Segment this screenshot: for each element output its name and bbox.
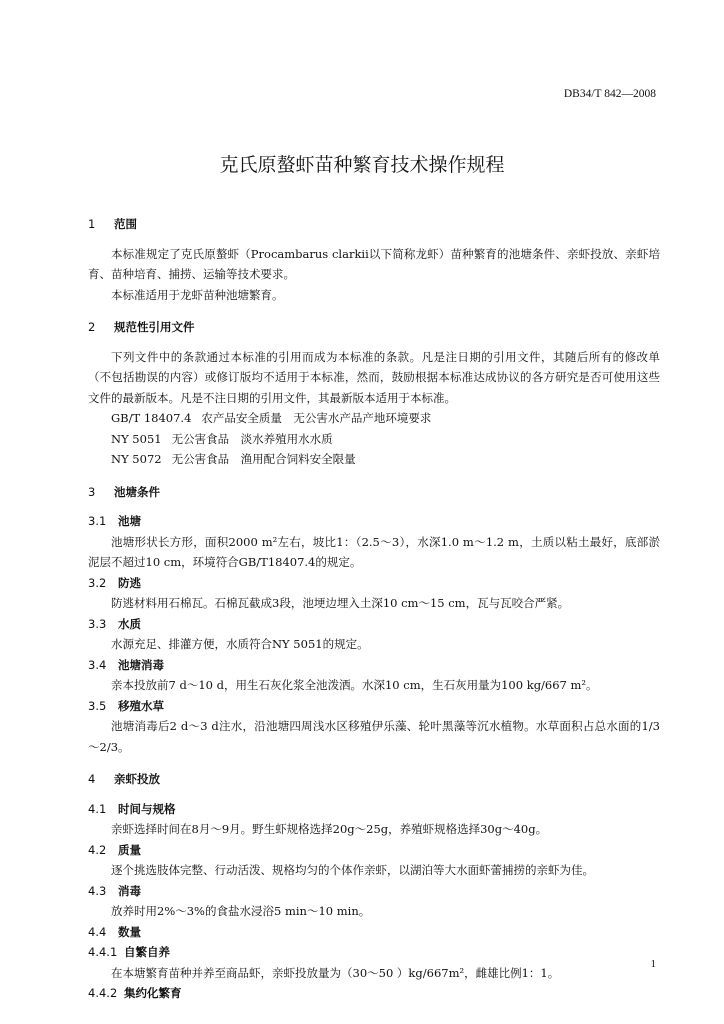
- subsection-heading: 3.1 池塘: [88, 514, 141, 528]
- subsection-heading: 4.1 时间与规格: [88, 801, 176, 816]
- page-number: 1: [650, 958, 656, 970]
- subsection-heading: 4.2 质量: [88, 842, 141, 857]
- paragraph: 亲虾选择时间在8月～9月。野生虾规格选择20g～25g，养殖虾规格选择30g～40g。: [111, 822, 548, 836]
- section-heading: 2 规范性引用文件: [88, 320, 195, 334]
- paragraph: 水源充足、排灌方便，水质符合NY 5051的规定。: [111, 637, 369, 651]
- reference-item: NY 5072 无公害食品 渔用配合饲料安全限量: [111, 452, 356, 466]
- subsection-heading: 3.2 防逃: [88, 575, 141, 590]
- subsection-heading: 4.4.1 自繁自养: [88, 945, 170, 959]
- paragraph: 逐个挑选肢体完整、行动活泼、规格均匀的个体作亲虾，以湖泊等大水面虾蕾捕捞的亲虾为佳。: [111, 863, 594, 877]
- paragraph: 亲本投放前7 d～10 d，用生石灰化浆全池泼洒。水深10 cm，生石灰用量为100 kg/667 m²。: [111, 678, 598, 692]
- subsection-heading: 3.4 池塘消毒: [88, 657, 164, 672]
- subsection-heading: 3.3 水质: [88, 616, 141, 631]
- paragraph: 下列文件中的条款通过本标准的引用而成为本标准的条款。凡是注日期的引用文件，其随后所有的修改单（不包括勘误的内容）或修订版均不适用于本标准，然而，鼓励根据本标准达成协议的各方研究是否可使用这些文件的最新版本。凡是不注日期的引用文件，其最新版本适用于本标准。: [88, 349, 660, 405]
- document-title: 克氏原螯虾苗种繁育技术操作规程: [219, 154, 505, 176]
- document-body: [88, 208, 660, 1004]
- section-heading: 4 亲虾投放: [88, 772, 160, 786]
- reference-item: NY 5051 无公害食品 淡水养殖用水水质: [111, 431, 333, 446]
- section-heading: 1 范围: [88, 217, 137, 231]
- paragraph: 池塘消毒后2 d～3 d注水，沿池塘四周浅水区移殖伊乐藻、轮叶黑藻等沉水植物。水草面积占总水面的1/3～2/3。: [88, 719, 660, 754]
- paragraph: 防逃材料用石棉瓦。石棉瓦截成3段，池埂边埋入土深10 cm～15 cm，瓦与瓦咬合严紧。: [111, 596, 570, 610]
- paragraph: 本标准适用于龙虾苗种池塘繁育。: [111, 287, 284, 302]
- subsection-heading: 4.4.2 集约化繁育: [88, 986, 182, 1000]
- section-heading: 3 池塘条件: [88, 484, 160, 499]
- paragraph: 池塘形状长方形，面积2000 m²左右，坡比1：（2.5～3），水深1.0 m～1.2 m，土质以粘土最好，底部淤泥层不超过10 cm，环境符合GB/T18407.4的规定。: [88, 534, 660, 569]
- paragraph: 放养时用2%～3%的食盐水浸浴5 min～10 min。: [111, 904, 371, 918]
- reference-item: GB/T 18407.4 农产品安全质量 无公害水产品产地环境要求: [111, 411, 432, 425]
- subsection-heading: 4.4 数量: [88, 924, 141, 939]
- subsection-heading: 3.5 移殖水草: [88, 698, 164, 713]
- subsection-heading: 4.3 消毒: [88, 883, 141, 898]
- paragraph: 本标准规定了克氏原螯虾（Procambarus clarkii以下简称龙虾）苗种繁育的池塘条件、亲虾投放、亲虾培育、苗种培育、捕捞、运输等技术要求。: [88, 246, 660, 281]
- standard-code: DB34/T 842—2008: [563, 88, 656, 100]
- paragraph: 在本塘繁育苗种并养至商品虾，亲虾投放量为（30～50 ）kg/667m²，雌雄比例1：1。: [111, 965, 560, 980]
